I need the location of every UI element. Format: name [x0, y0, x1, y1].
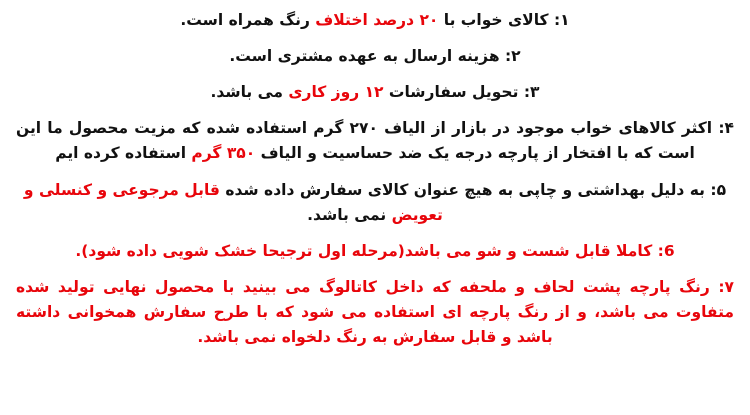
note-item-7	[16, 275, 734, 350]
note-item-5	[16, 178, 734, 228]
note-segment: ۴: اکثر کالاهای خواب موجود در بازار از الیاف ۲۷۰ گرم استفاده شده که مزیت محصول ما این است که با افتخار از پارچه درجه یک ضد حساسیت و الیاف	[16, 119, 734, 163]
note-item-6	[16, 239, 734, 264]
note-segment-emphasis: قابل مرجوعی و کنسلی و تعویض	[23, 180, 443, 224]
note-item-1	[16, 8, 734, 33]
note-segment-emphasis: ۱۲ روز کاری	[288, 83, 384, 102]
note-segment-emphasis: 6: کاملا قابل شست و شو می باشد(مرحله اول ترجیحا خشک شویی داده شود).	[75, 241, 675, 260]
note-segment: ۳: تحویل سفارشات	[383, 83, 540, 102]
note-item-2	[16, 44, 734, 69]
note-segment: می باشد.	[210, 83, 289, 102]
note-item-4	[16, 116, 734, 166]
note-segment: ۲: هزینه ارسال به عهده مشتری است.	[229, 47, 521, 66]
note-segment: ۱: کالای خواب با	[438, 11, 570, 29]
note-segment: ۵: به دلیل بهداشتی و چاپی به هیچ عنوان کالای سفارش داده شده	[219, 180, 727, 199]
note-segment-emphasis: ۷: رنگ پارچه پشت لحاف و ملحفه که داخل کاتالوگ می بینید با محصول نهایی تولید شده متفاوت می باشد، و از رنگ پارچه ای استفاده می شود که با طرح سفارش همخوانی داشته باشد و قابل سفارش به رنگ دلخواه نمی باشد.	[16, 277, 734, 347]
note-segment-emphasis: ۲۰ درصد اختلاف	[315, 11, 439, 29]
note-segment: رنگ همراه است.	[180, 11, 316, 29]
note-segment: نمی باشد.	[307, 205, 392, 224]
note-segment-emphasis: ۳۵۰ گرم	[191, 144, 256, 163]
note-item-3	[16, 80, 734, 105]
note-segment: استفاده کرده ایم	[55, 144, 192, 163]
